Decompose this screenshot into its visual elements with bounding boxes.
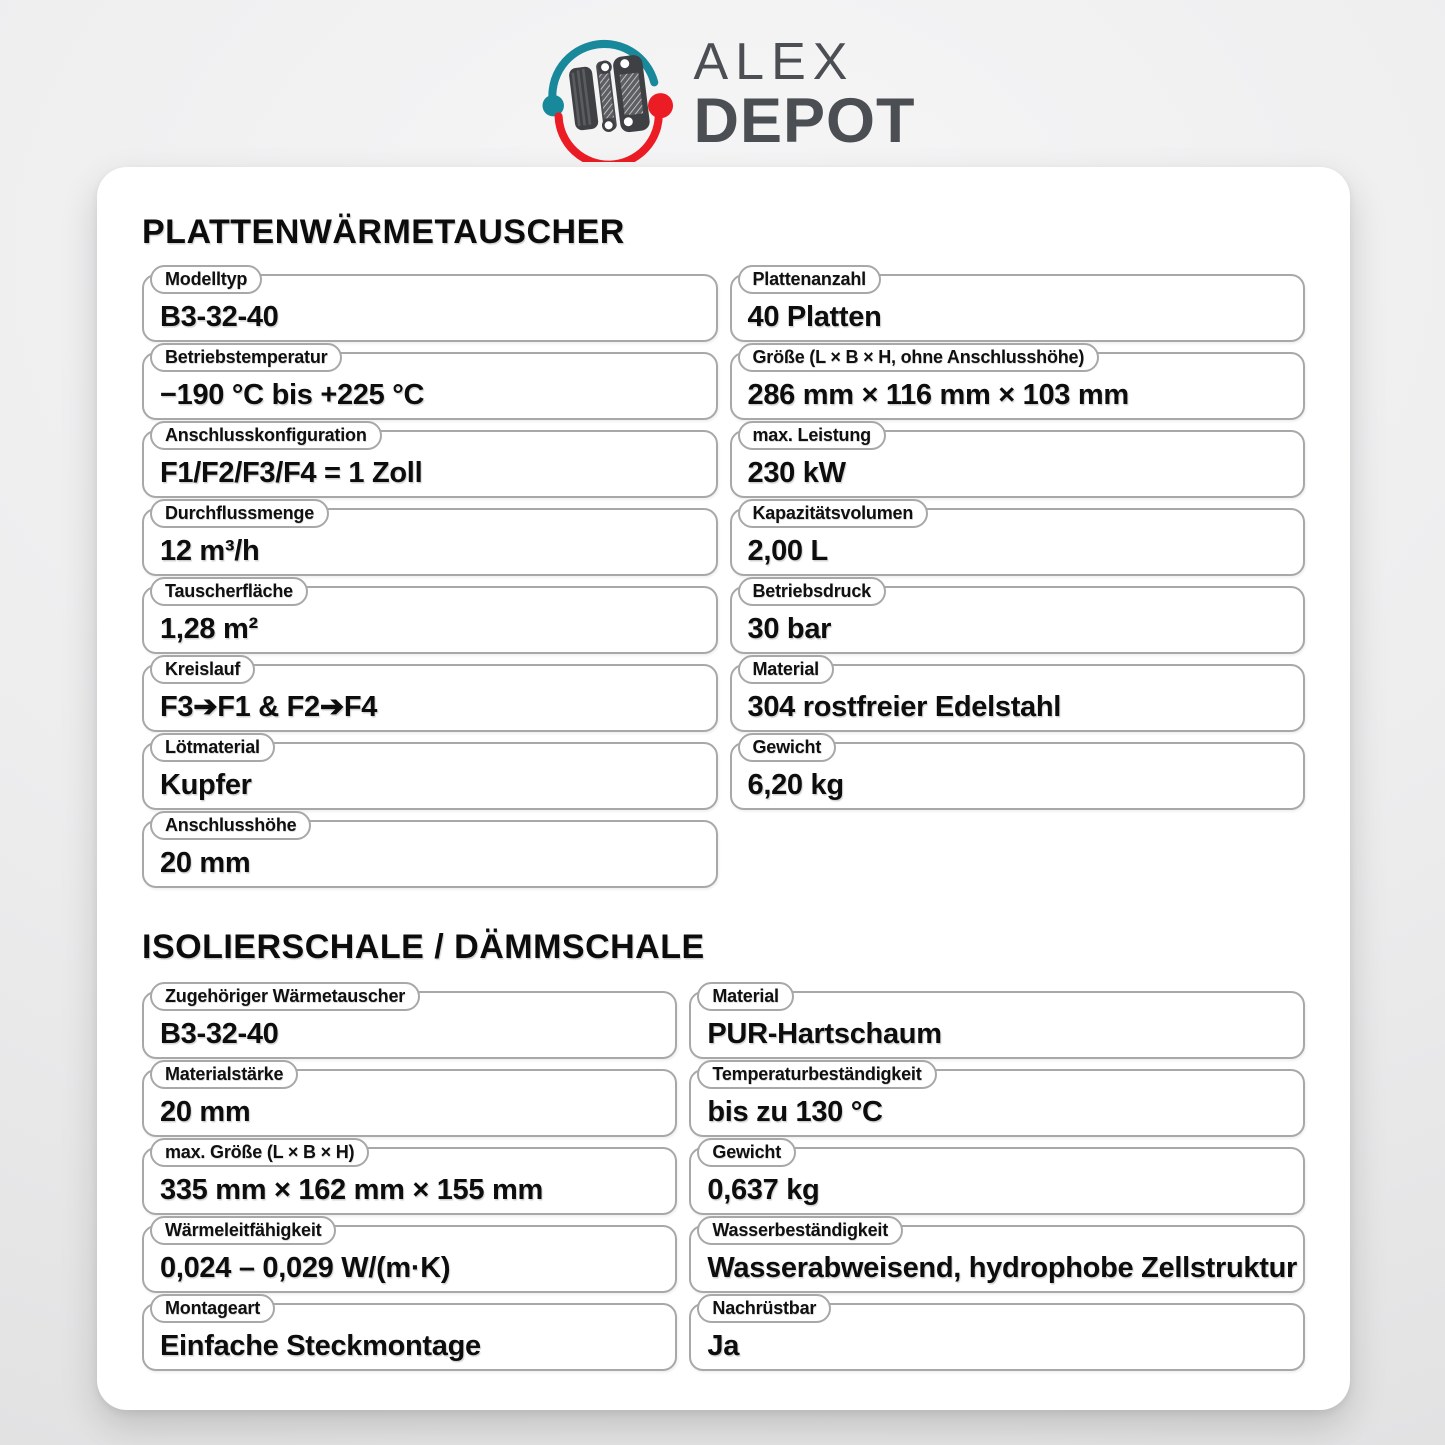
- field-label: Nachrüstbar: [697, 1294, 831, 1323]
- field-label: Gewicht: [697, 1138, 796, 1167]
- field-label: Wasserbeständigkeit: [697, 1216, 903, 1245]
- brand-name-depot: DEPOT: [693, 85, 916, 156]
- spec-card: [97, 167, 1350, 1410]
- field-value: 230 kW: [747, 457, 846, 489]
- spec-field: [142, 269, 718, 342]
- field-value: 2,00 L: [747, 535, 828, 567]
- field-value: bis zu 130 °C: [707, 1096, 883, 1128]
- spec-field: [730, 425, 1306, 498]
- spec-grid-heat-exchanger: [142, 269, 1305, 888]
- field-label: Lötmaterial: [150, 733, 275, 762]
- field-label: Modelltyp: [150, 265, 262, 294]
- spec-field: [689, 1220, 1305, 1293]
- spec-field: [142, 1064, 677, 1137]
- field-label: Materialstärke: [150, 1060, 298, 1089]
- field-value: 20 mm: [160, 847, 251, 879]
- field-label: Tauscherfläche: [150, 577, 308, 606]
- plate-heat-exchanger-icon: [529, 26, 681, 162]
- spec-field: [142, 425, 718, 498]
- spec-field: [730, 659, 1306, 732]
- field-value: 286 mm × 116 mm × 103 mm: [747, 379, 1129, 411]
- field-value: −190 °C bis +225 °C: [160, 379, 425, 411]
- spec-field: [689, 1142, 1305, 1215]
- field-label: Zugehöriger Wärmetauscher: [150, 982, 420, 1011]
- brand-name-alex: ALEX: [693, 32, 855, 91]
- field-label: Durchflussmenge: [150, 499, 329, 528]
- spec-field: [730, 503, 1306, 576]
- spec-field: [142, 503, 718, 576]
- field-label: Material: [738, 655, 834, 684]
- spec-field: [689, 1064, 1305, 1137]
- brand-wordmark: [693, 32, 916, 156]
- field-label: Material: [697, 982, 793, 1011]
- field-label: Betriebstemperatur: [150, 343, 342, 372]
- field-value: 0,637 kg: [707, 1174, 820, 1206]
- field-value: 40 Platten: [747, 301, 882, 333]
- spec-field: [142, 986, 677, 1059]
- field-value: F3➔F1 & F2➔F4: [160, 691, 378, 723]
- spec-field: [142, 1298, 677, 1371]
- spec-field: [142, 815, 718, 888]
- field-value: 304 rostfreier Edelstahl: [747, 691, 1062, 723]
- section-title-heat-exchanger: PLATTENWÄRMETAUSCHER: [142, 213, 625, 251]
- field-value: 1,28 m²: [160, 613, 258, 645]
- spec-field: [689, 1298, 1305, 1371]
- spec-field: [142, 1220, 677, 1293]
- field-value: 12 m³/h: [160, 535, 260, 567]
- field-label: Kreislauf: [150, 655, 255, 684]
- field-label: Montageart: [150, 1294, 275, 1323]
- field-label: Temperaturbeständigkeit: [697, 1060, 936, 1089]
- section-title-insulation-shell: ISOLIERSCHALE / DÄMMSCHALE: [142, 928, 705, 966]
- field-label: Anschlusskonfiguration: [150, 421, 382, 450]
- field-value: Wasserabweisend, hydrophobe Zellstruktur: [707, 1252, 1297, 1284]
- field-label: Betriebsdruck: [738, 577, 886, 606]
- spec-grid-insulation-shell: [142, 986, 1305, 1371]
- spec-field: [730, 737, 1306, 810]
- spec-field: [142, 1142, 677, 1215]
- field-label: Gewicht: [738, 733, 837, 762]
- field-label: Größe (L × B × H, ohne Anschlusshöhe): [738, 343, 1100, 372]
- field-value: 20 mm: [160, 1096, 251, 1128]
- field-value: B3-32-40: [160, 301, 279, 333]
- field-label: max. Größe (L × B × H): [150, 1138, 369, 1167]
- field-label: max. Leistung: [738, 421, 886, 450]
- field-value: 30 bar: [747, 613, 832, 645]
- spec-field: [730, 269, 1306, 342]
- field-value: B3-32-40: [160, 1018, 279, 1050]
- field-value: 335 mm × 162 mm × 155 mm: [160, 1174, 543, 1206]
- field-label: Plattenanzahl: [738, 265, 881, 294]
- spec-field: [142, 347, 718, 420]
- brand-header: [529, 26, 915, 162]
- field-value: PUR-Hartschaum: [707, 1018, 942, 1050]
- field-label: Anschlusshöhe: [150, 811, 311, 840]
- field-value: Ja: [707, 1330, 740, 1362]
- field-label: Kapazitätsvolumen: [738, 499, 929, 528]
- spec-field: [730, 581, 1306, 654]
- field-value: 0,024 – 0,029 W/(m·K): [160, 1252, 451, 1284]
- field-label: Wärmeleitfähigkeit: [150, 1216, 336, 1245]
- spec-field: [142, 659, 718, 732]
- field-value: F1/F2/F3/F4 = 1 Zoll: [160, 457, 423, 489]
- field-value: 6,20 kg: [747, 769, 844, 801]
- field-value: Kupfer: [160, 769, 252, 801]
- spec-field: [730, 347, 1306, 420]
- field-value: Einfache Steckmontage: [160, 1330, 481, 1362]
- spec-field: [142, 581, 718, 654]
- spec-field: [142, 737, 718, 810]
- spec-field: [689, 986, 1305, 1059]
